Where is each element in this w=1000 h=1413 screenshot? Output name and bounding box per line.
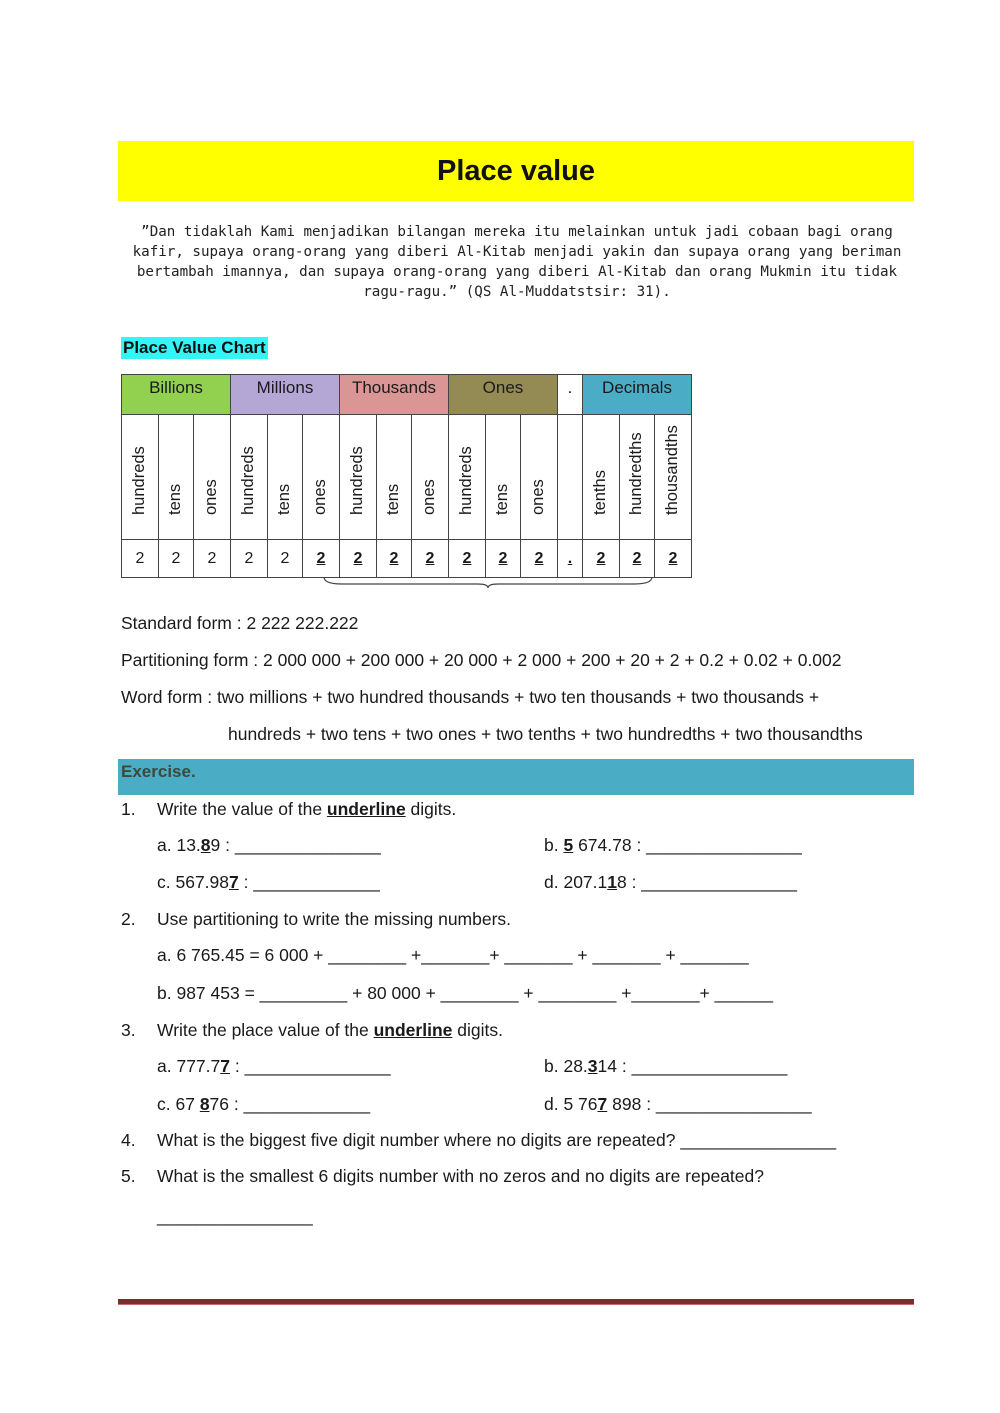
digit-cell: 2 [377, 540, 412, 578]
place-cell [558, 415, 583, 540]
place-cell [194, 415, 231, 540]
digit-cell: 2 [655, 540, 692, 578]
group-billions: Billions [122, 375, 231, 415]
digit-cell: 2 [583, 540, 620, 578]
group-millions: Millions [231, 375, 340, 415]
place-name: hundreds [457, 446, 475, 515]
place-cell [655, 415, 692, 540]
place-name: ones [202, 479, 220, 515]
place-name: hundreds [348, 446, 366, 515]
place-cell [159, 415, 194, 540]
q5-text: What is the smallest 6 digits number with no zeros and no digits are repeated? [157, 1166, 764, 1186]
place-cell [583, 415, 620, 540]
q3b[interactable]: b. 28.314 : ________________ [544, 1056, 788, 1076]
digit-cell: 2 [620, 540, 655, 578]
group-thousands: Thousands [340, 375, 449, 415]
quran-quote: ”Dan tidaklah Kami menjadikan bilangan mereka itu melainkan untuk jadi cobaan bagi orang kafir, supaya orang-orang yang diberi Al-Kitab menjadi yakin dan supaya orang yang beriman bertambah imannya, dan supaya orang-orang yang diberi Al-Kitab dan orang Mukmin itu tidak ragu-ragu.” (QS Al-Muddatstsir: 31). [132, 224, 902, 300]
digit-cell: 2 [268, 540, 303, 578]
place-name: tens [166, 483, 184, 515]
place-name: ones [311, 479, 329, 515]
q5-answer-blank[interactable]: ________________ [157, 1206, 313, 1226]
group-decimals: Decimals [583, 375, 692, 415]
place-name: hundredths [627, 432, 645, 515]
place-value-chart [121, 374, 692, 578]
digit-cell: . [558, 540, 583, 578]
q3c[interactable]: c. 67 876 : _____________ [157, 1094, 371, 1114]
q2a[interactable]: a. 6 765.45 = 6 000 + ________ +_______+ _______ + _______ + _______ [157, 945, 749, 965]
word-form-line-2: hundreds + two tens + two ones + two tenths + two hundredths + two thousandths [228, 724, 863, 744]
digit-cell: 2 [412, 540, 449, 578]
q1a[interactable]: a. 13.89 : _______________ [157, 835, 381, 855]
footer-rule [118, 1299, 914, 1305]
place-names-row [122, 415, 692, 540]
q3-number: 3. [121, 1020, 136, 1040]
digits-row [122, 540, 692, 578]
digit-cell: 2 [521, 540, 558, 578]
digit-cell: 2 [303, 540, 340, 578]
place-name: tens [384, 483, 402, 515]
q2-text: Use partitioning to write the missing numbers. [157, 909, 512, 929]
place-cell [340, 415, 377, 540]
q3d[interactable]: d. 5 767 898 : ________________ [544, 1094, 812, 1114]
q4-number: 4. [121, 1130, 136, 1150]
brace-icon [322, 575, 654, 589]
underline-word: underline [326, 799, 406, 819]
q2b[interactable]: b. 987 453 = _________ + 80 000 + ________ + ________ +_______+ ______ [157, 983, 774, 1003]
place-cell [268, 415, 303, 540]
place-name: tens [275, 483, 293, 515]
place-name: hundreds [130, 446, 148, 515]
q1b[interactable]: b. 5 674.78 : ________________ [544, 835, 802, 855]
q1c[interactable]: c. 567.987 : _____________ [157, 872, 380, 892]
digit-cell: 2 [340, 540, 377, 578]
place-name: tens [493, 483, 511, 515]
group-decimal-point: . [558, 375, 583, 415]
exercise-label: Exercise. [121, 762, 196, 781]
place-cell [377, 415, 412, 540]
place-cell [449, 415, 486, 540]
exercise-banner [118, 759, 914, 795]
group-header-row [122, 375, 692, 415]
q5-number: 5. [121, 1166, 136, 1186]
chart-label: Place Value Chart [123, 338, 266, 357]
digit-cell: 2 [122, 540, 159, 578]
digit-cell: 2 [449, 540, 486, 578]
q3a[interactable]: a. 777.77 : _______________ [157, 1056, 391, 1076]
digit-cell: 2 [159, 540, 194, 578]
place-cell [521, 415, 558, 540]
digit-cell: 2 [486, 540, 521, 578]
q1d[interactable]: d. 207.118 : ________________ [544, 872, 798, 892]
place-name: hundreds [239, 446, 257, 515]
place-name: thousandths [663, 425, 681, 515]
place-cell [122, 415, 159, 540]
place-cell [486, 415, 521, 540]
partitioning-form: Partitioning form : 2 000 000 + 200 000 + 20 000 + 2 000 + 200 + 20 + 2 + 0.2 + 0.02 + 0.002 [121, 650, 842, 670]
place-name: tenths [591, 470, 609, 515]
digit-cell: 2 [231, 540, 268, 578]
q1-number: 1. [121, 799, 136, 819]
place-cell [231, 415, 268, 540]
q3-text: Write the place value of the underline digits. [157, 1020, 503, 1040]
word-form-line-1: Word form : two millions + two hundred thousands + two ten thousands + two thousands + [121, 687, 820, 707]
standard-form: Standard form : 2 222 222.222 [121, 613, 359, 633]
title-banner [118, 141, 914, 201]
digit-cell: 2 [194, 540, 231, 578]
q4-text[interactable]: What is the biggest five digit number where no digits are repeated? ________________ [157, 1130, 837, 1150]
place-name: ones [420, 479, 438, 515]
place-cell [412, 415, 449, 540]
place-cell [303, 415, 340, 540]
group-ones: Ones [449, 375, 558, 415]
place-cell [620, 415, 655, 540]
q2-number: 2. [121, 909, 136, 929]
place-name: ones [529, 479, 547, 515]
q1-text: Write the value of the underline digits. [157, 799, 457, 819]
page-title: Place value [437, 154, 595, 187]
underline-word: underline [373, 1020, 453, 1040]
